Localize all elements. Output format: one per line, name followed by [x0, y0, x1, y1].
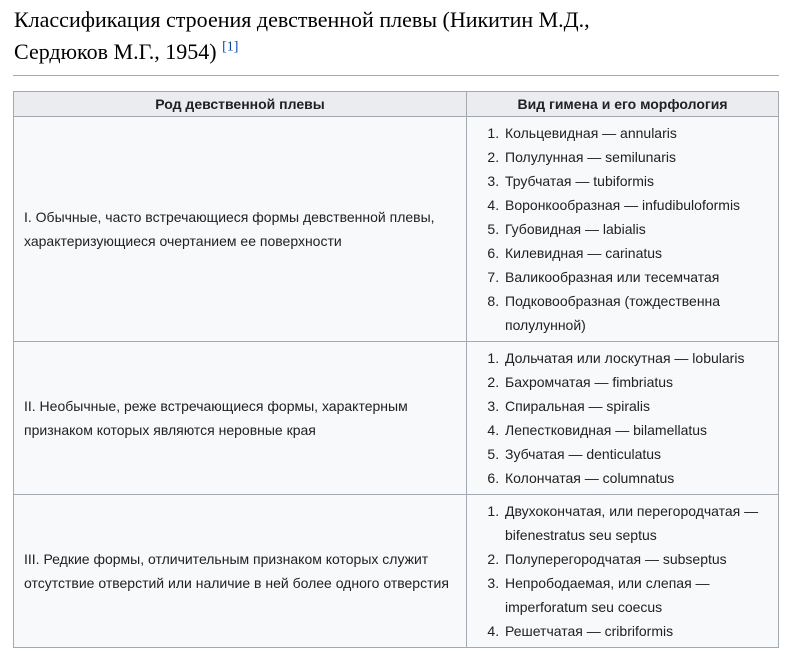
page-title-line1: Классификация строения девственной плевы (Никитин М.Д.,	[14, 7, 590, 32]
column-header-genus: Род девственной плевы	[14, 92, 467, 117]
types-list	[477, 121, 768, 337]
page-title-line2: Сердюков М.Г., 1954)	[14, 39, 217, 64]
hymen-type-item: 4. Воронкообразная — infudibuloformis	[503, 193, 768, 217]
types-cell	[467, 495, 779, 648]
types-list	[477, 499, 768, 643]
hymen-type-item: 5. Зубчатая — denticulatus	[503, 442, 768, 466]
hymen-type-item: 2. Бахромчатая — fimbriatus	[503, 370, 768, 394]
types-list	[477, 346, 768, 490]
hymen-type-item: 2. Полулунная — semilunaris	[503, 145, 768, 169]
hymen-type-item: 4. Лепестковидная — bilamellatus	[503, 418, 768, 442]
table-header-row	[14, 92, 779, 117]
types-cell	[467, 342, 779, 495]
types-cell	[467, 117, 779, 342]
hymen-type-item: 1. Двухокончатая, или перегородчатая — bifenestratus seu septus	[503, 499, 768, 547]
column-header-type: Вид гимена и его морфология	[467, 92, 779, 117]
genus-cell: II. Необычные, реже встречающиеся формы, характерным признаком которых являются неровные края	[14, 342, 467, 495]
genus-cell: I. Обычные, часто встречающиеся формы девственной плевы, характеризующиеся очертанием ее поверхности	[14, 117, 467, 342]
reference-link[interactable]: [1]	[222, 39, 239, 55]
genus-cell: III. Редкие формы, отличительным признаком которых служит отсутствие отверстий или наличие в ней более одного отверстия	[14, 495, 467, 648]
hymen-type-item: 3. Трубчатая — tubiformis	[503, 169, 768, 193]
hymen-type-item: 1. Кольцевидная — annularis	[503, 121, 768, 145]
hymen-type-item: 6. Колончатая — columnatus	[503, 466, 768, 490]
hymen-type-item: 5. Губовидная — labialis	[503, 217, 768, 241]
classification-table	[13, 91, 779, 648]
table-row	[14, 495, 779, 648]
hymen-type-item: 2. Полуперегородчатая — subseptus	[503, 547, 768, 571]
hymen-type-item: 8. Подковообразная (тождественна полулунной)	[503, 289, 768, 337]
hymen-type-item: 4. Решетчатая — cribriformis	[503, 619, 768, 643]
table-row	[14, 342, 779, 495]
hymen-type-item: 3. Непрободаемая, или слепая — imperforatum seu coecus	[503, 571, 768, 619]
hymen-type-item: 1. Дольчатая или лоскутная — lobularis	[503, 346, 768, 370]
hymen-type-item: 6. Килевидная — carinatus	[503, 241, 768, 265]
page-title	[13, 2, 779, 76]
reference-superscript	[222, 40, 238, 55]
table-row	[14, 117, 779, 342]
hymen-type-item: 3. Спиральная — spiralis	[503, 394, 768, 418]
hymen-type-item: 7. Валикообразная или тесемчатая	[503, 265, 768, 289]
